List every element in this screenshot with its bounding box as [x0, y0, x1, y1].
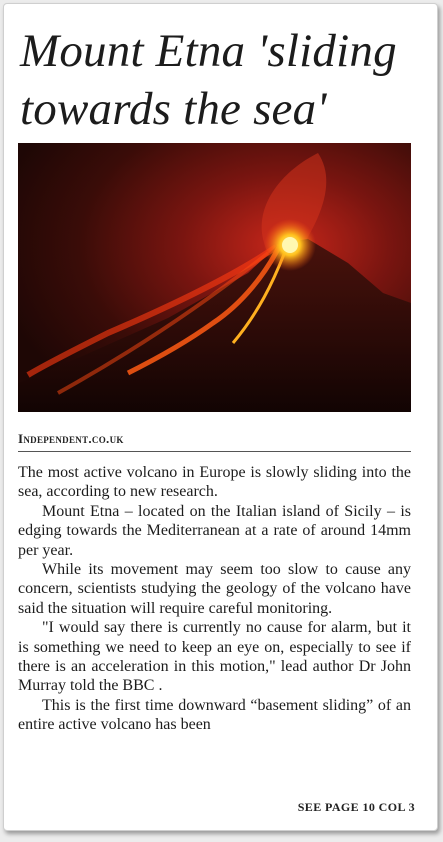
- paragraph: Mount Etna – located on the Italian island of Sicily – is edging towards the Mediterranean at a rate of around 14mm per year.: [18, 502, 411, 559]
- paragraph: This is the first time downward “basement sliding” of an entire active volcano has been: [18, 696, 411, 734]
- article-card: [3, 3, 438, 831]
- paragraph: While its movement may seem too slow to cause any concern, scientists studying the geology of the volcano have said the situation will require careful monitoring.: [18, 561, 411, 617]
- paragraph: "I would say there is currently no cause for alarm, but it is something we need to keep an eye on, especially to see if there is an acceleration in this motion," lead author Dr John Murray told the BBC .: [18, 619, 411, 695]
- source-label: Independent.co.uk: [18, 431, 411, 452]
- paragraph: The most active volcano in Europe is slowly sliding into the sea, according to new research.: [18, 464, 411, 501]
- headline: Mount Etna 'sliding towards the sea': [20, 25, 397, 135]
- continuation-link[interactable]: SEE PAGE 10 COL 3: [297, 800, 415, 814]
- article-body: [18, 463, 411, 735]
- volcano-photo: [18, 143, 411, 412]
